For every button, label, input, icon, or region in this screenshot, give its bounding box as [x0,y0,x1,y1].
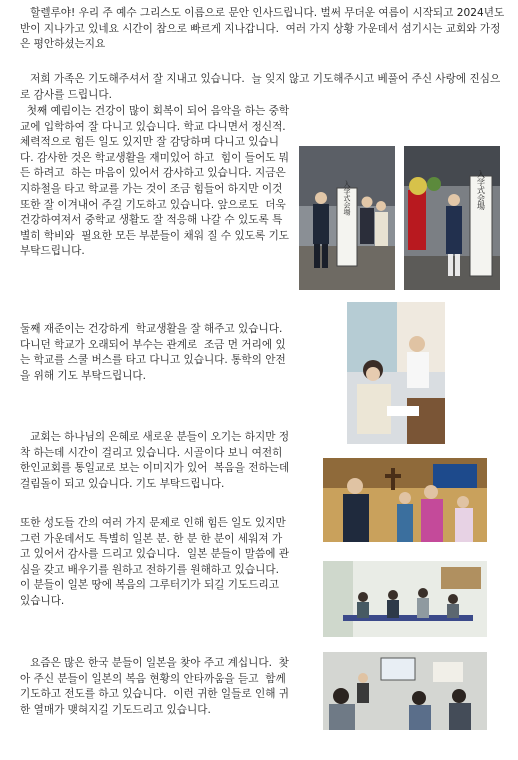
church-family-photo [323,458,487,542]
first-child-paragraph: 첫째 예림이는 건강이 많이 회복이 되어 음악을 하는 중학교에 입학하여 잘 다니고 있습니다. 학교 다니면서 정신적. 체력적으로 힘든 일도 있지만 잘 감당하며 다니고 있습니다. 감사한 것은 학교생활을 재미있어 하고 힘이 들어도 뭐든 하려고 하는 마음이 있어서 감사하고 있습니다. 지금은 지하철을 타고 학교를 가는 것이 조금 힘들어 하지만 이것 또한 잘 이겨내어 주길 기도하고 있습니다. 앞으로도 더욱 건강하여져서 중학교 생활도 잘 적응해 나갈 수 있도록 특별히 학비와 필요한 모든 부분들이 채워 질 수 있도록 기도 부탁드립니다. [20,105,293,258]
church-members-paragraph: 또한 성도들 간의 여러 가지 문제로 인해 힘든 일도 있지만 그런 가운데서도 특별히 일본 분. 한 분 한 분이 세워져 가고 있어서 감사를 드리고 있습니다. 일본 분들이 말씀에 관심을 갖고 배우기를 원하고 전하기를 원해하고 있습니다. 이 분들이 일본 땅에 복음의 그루터기가 되길 기도드리고 있습니다. [20,517,290,607]
entrance-sign-text-2: 入学式会場 [476,170,486,210]
bible-study-photo [323,561,487,637]
greeting-paragraph: 할렐루야! 우리 주 예수 그리스도 이름으로 문안 인사드립니다. 벌써 무더운 여름이 시작되고 2024년도 반이 지나가고 있네요 시간이 참으로 빠르게 지나갑니다. 여러 가지 상황 가운데서 섬기시는 교회와 가정은 평안하셨는지요 [20,7,508,51]
second-child-paragraph: 둘째 재준이는 건강하게 학교생활을 잘 해주고 있습니다. 다니던 학교가 오래되어 부수는 관계로 조금 먼 거리에 있는 학교를 스쿨 버스를 타고 다니고 있습니다. 통학의 안전을 위해 기도 부탁드립니다. [20,323,286,382]
entrance-sign-text: 入学式会場 [343,180,351,216]
church-paragraph: 교회는 하나님의 은혜로 새로운 분들이 오기는 하지만 정착 하는데 시간이 걸리고 있습니다. 시골이다 보니 여전히 한인교회를 통일교로 보는 이미지가 있어 복음을 전하는데 걸림돌이 되고 있습니다. 기도 부탁드립니다. [20,431,293,490]
worship-photo [323,652,487,730]
family-intro-paragraph: 저희 가족은 기도해주셔서 잘 지내고 있습니다. 늘 잊지 않고 기도해주시고 베풀어 주신 사랑에 진심으로 감사를 드립니다. [20,73,501,101]
entrance-photo-1 [299,146,395,290]
entrance-photo-2 [404,146,500,290]
clinic-photo [347,302,445,444]
korean-visitors-paragraph: 요즘은 많은 한국 분들이 일본을 찾아 주고 계십니다. 찾아 주신 분들이 일본의 복음 현황의 안타까움을 듣고 함께 기도하고 전도를 하고 있습니다. 이런 귀한 일들로 인해 귀한 열매가 맺혀지길 기도드리고 있습니다. [20,657,290,716]
